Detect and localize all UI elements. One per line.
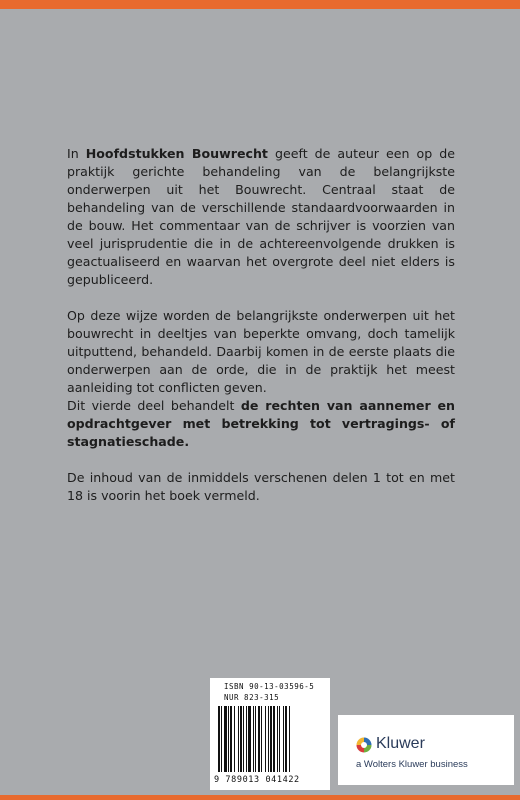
ean-number: 9 789013 041422	[214, 775, 300, 785]
nur-code: NUR 823-315	[224, 693, 280, 702]
blurb-text: Op deze wijze worden de belangrijkste onderwerpen uit het bouwrecht in deeltjes van beperkte omvang, doch tamelijk uitputtend, behandeld. Daarbij komen in de eerste plaats die onderwerpen aan de orde, die in de praktijk het meest aanleiding tot conflicten geven.	[67, 308, 455, 395]
publisher-name: Kluwer	[376, 735, 425, 752]
publisher-tagline: a Wolters Kluwer business	[356, 759, 468, 770]
back-cover-blurb	[67, 145, 455, 523]
blurb-text: Dit vierde deel behandelt	[67, 398, 241, 413]
kluwer-logo-icon	[356, 737, 372, 753]
book-title: Hoofdstukken Bouwrecht	[85, 146, 268, 161]
blurb-paragraph-2	[67, 307, 455, 397]
blurb-text: De inhoud van de inmiddels verschenen delen 1 tot en met 18 is voorin het boek vermeld.	[67, 470, 455, 503]
blurb-text: In	[67, 146, 86, 161]
barcode-bars	[216, 706, 324, 774]
top-orange-stripe	[0, 0, 520, 9]
blurb-emphasis: de rechten van aannemer en opdrachtgever met betrekking tot vertragings- of stagnatieschade.	[67, 398, 455, 449]
isbn-number: ISBN 90-13-03596-5	[224, 682, 315, 691]
blurb-text: geeft de auteur een op de praktijk gerichte behandeling van de belangrijkste onderwerpen uit het Bouwrecht. Centraal staat de behandeling van de verschillende standaardvoorwaarden in de bouw. Het commentaar van de schrijver is voorzien van veel jurisprudentie die in de achtereenvolgende drukken is geactualiseerd en waarvan het overgrote deel niet elders is gepubliceerd.	[67, 146, 455, 287]
blurb-paragraph-4	[67, 469, 455, 505]
barcode-label	[210, 678, 330, 790]
publisher-logo-box	[338, 715, 514, 785]
bottom-orange-stripe	[0, 795, 520, 800]
blurb-paragraph-3	[67, 397, 455, 451]
blurb-paragraph-1	[67, 145, 455, 289]
